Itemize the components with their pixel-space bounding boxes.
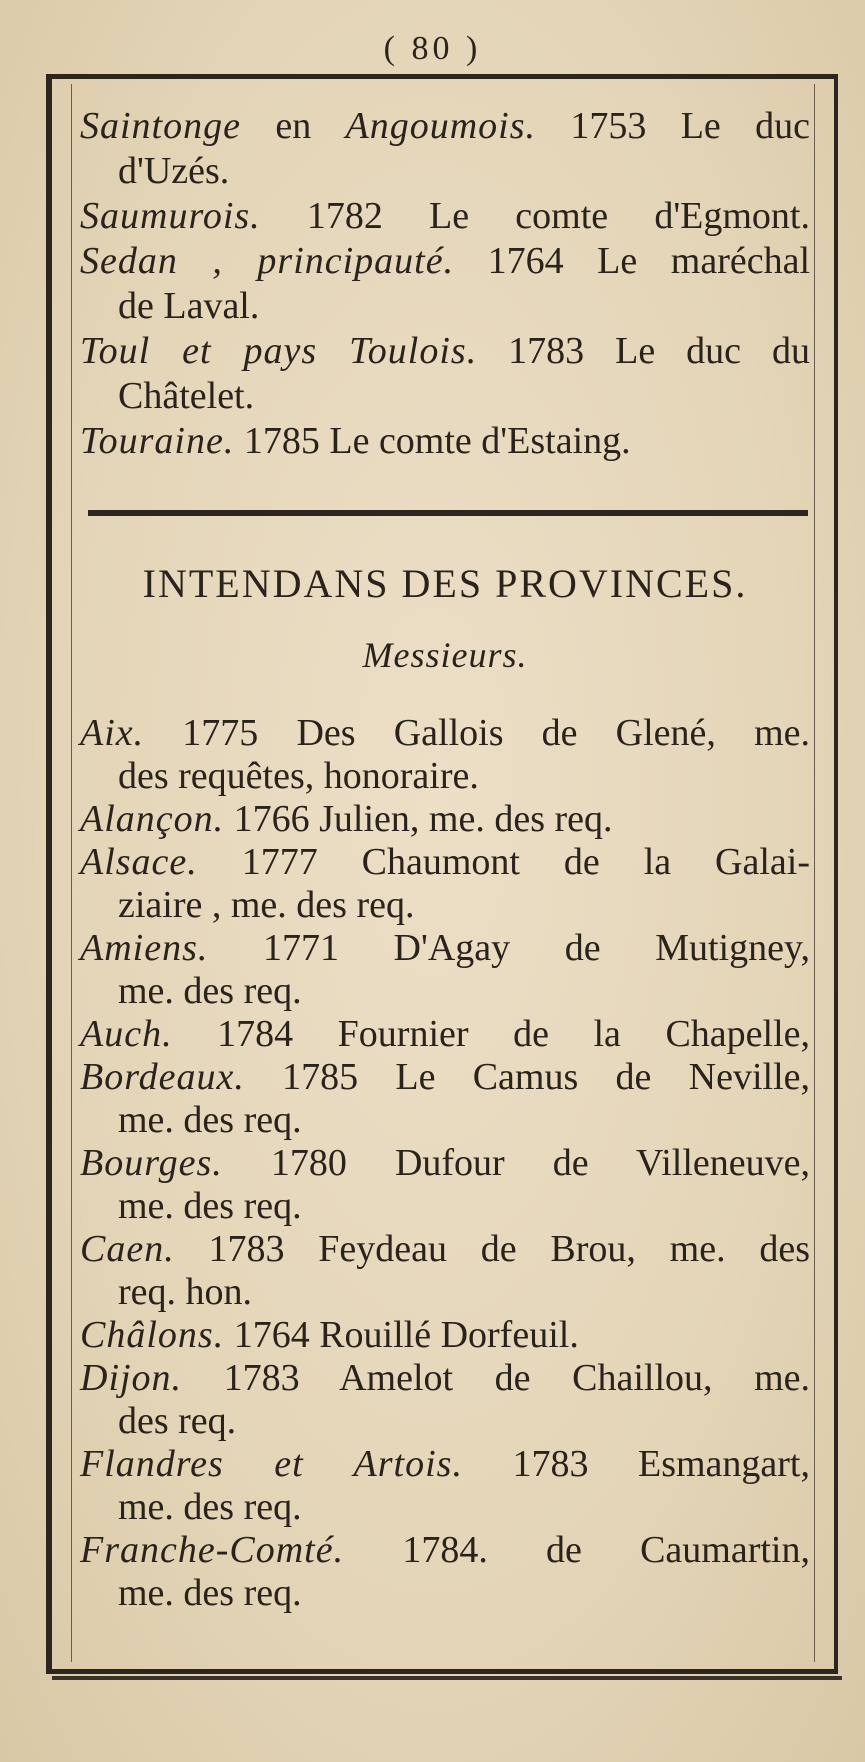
entry-text: 1771 D'Agay de Mutigney, [208, 927, 810, 969]
governor-entry [80, 239, 810, 329]
entry-continuation: ziaire , me. des req. [118, 884, 415, 926]
entry-first-line [80, 1056, 810, 1099]
intendants-list [80, 712, 810, 1615]
entry-text: 1764 Le maréchal [454, 240, 811, 282]
province-name: Amiens. [80, 927, 209, 969]
governor-entry [80, 329, 810, 419]
province-name: Saintonge [80, 105, 241, 147]
entry-first-line [80, 798, 810, 841]
entry-continuation: me. des req. [118, 1099, 302, 1141]
province-name: Alançon. [80, 798, 225, 840]
intendant-entry [80, 1142, 810, 1228]
governor-entry [80, 194, 810, 239]
entry-text: 1785 Le Camus de Neville, [244, 1056, 810, 1098]
province-name: Flandres et Artois. [80, 1443, 463, 1485]
entry-first-line [80, 329, 810, 374]
intendant-entry [80, 1056, 810, 1142]
entry-first-line [80, 1357, 810, 1400]
province-name: Franche-Comté. [80, 1529, 345, 1571]
province-name: Châlons. [80, 1314, 225, 1356]
entry-continuation: de Laval. [118, 285, 260, 327]
entry-text: 1782 Le comte d'Egmont. [260, 195, 810, 237]
entry-text: 1784 Fournier de la Chapelle, [172, 1013, 810, 1055]
entry-continuation: des requêtes, honoraire. [118, 755, 479, 797]
province-name: Caen. [80, 1228, 175, 1270]
entry-continuation: req. hon. [118, 1271, 253, 1313]
entry-continuation: Châtelet. [118, 375, 255, 417]
entry-first-line [80, 1013, 810, 1056]
entry-text: 1783 Esmangart, [462, 1443, 810, 1485]
province-name: Saumurois. [80, 195, 261, 237]
entry-text: 1785 Le comte d'Estaing. [234, 420, 631, 462]
entry-text: 1777 Chaumont de la Galai- [197, 841, 810, 883]
governors-list [80, 104, 810, 464]
governor-entry [80, 419, 810, 464]
entry-first-line [80, 1142, 810, 1185]
entry-first-line [80, 712, 810, 755]
intendant-entry [80, 712, 810, 798]
entry-continuation: me. des req. [118, 1572, 302, 1614]
bottom-rule [52, 1676, 842, 1680]
entry-continuation: des req. [118, 1400, 237, 1442]
province-name: Bourges. [80, 1142, 223, 1184]
intendant-entry [80, 841, 810, 927]
entry-first-line [80, 927, 810, 970]
entry-first-line [80, 239, 810, 284]
entry-continuation: me. des req. [118, 1185, 302, 1227]
entry-first-line [80, 841, 810, 884]
entry-first-line [80, 194, 810, 239]
intendant-entry [80, 1228, 810, 1314]
governor-entry [80, 104, 810, 194]
entry-first-line [80, 1443, 810, 1486]
province-name: Bordeaux. [80, 1056, 245, 1098]
province-name: Alsace. [80, 841, 198, 883]
entry-text: 1783 Amelot de Chaillou, me. [182, 1357, 810, 1399]
entry-first-line [80, 1529, 810, 1572]
entry-continuation: d'Uzés. [118, 150, 230, 192]
province-name: Toul et pays Toulois. [80, 330, 478, 372]
page-number: ( 80 ) [383, 30, 482, 67]
entry-text: 1764 Rouillé Dorfeuil. [224, 1314, 579, 1356]
entry-text: 1775 Des Gallois de Glené, me. [144, 712, 810, 754]
intendant-entry [80, 1314, 810, 1357]
section-subtitle: Messieurs. [362, 635, 528, 675]
entry-first-line [80, 104, 810, 149]
province-name: Dijon. [80, 1357, 183, 1399]
entry-first-line [80, 419, 810, 464]
intendant-entry [80, 798, 810, 841]
connector-text: en [240, 105, 346, 147]
entry-text: 1780 Dufour de Villeneuve, [222, 1142, 810, 1184]
entry-text: 1766 Julien, me. des req. [224, 798, 613, 840]
intendant-entry [80, 1357, 810, 1443]
entry-text: 1753 Le duc [536, 105, 810, 147]
intendant-entry [80, 927, 810, 1013]
intendant-entry [80, 1529, 810, 1615]
entry-continuation: me. des req. [118, 1486, 302, 1528]
section-title: INTENDANS DES PROVINCES. [142, 561, 748, 606]
intendant-entry [80, 1443, 810, 1529]
entry-text: 1783 Le duc du [477, 330, 810, 372]
entry-text: 1783 Feydeau de Brou, me. des [174, 1228, 810, 1270]
intendant-entry [80, 1013, 810, 1056]
province-name: Auch. [80, 1013, 173, 1055]
province-name: Touraine. [80, 420, 235, 462]
province-name-2: Angoumois. [345, 105, 537, 147]
province-name: Aix. [80, 712, 145, 754]
entry-first-line [80, 1228, 810, 1271]
entry-first-line [80, 1314, 810, 1357]
section-divider [88, 510, 808, 516]
entry-text: 1784. de Caumartin, [344, 1529, 810, 1571]
entry-continuation: me. des req. [118, 970, 302, 1012]
province-name: Sedan , principauté. [80, 240, 455, 282]
